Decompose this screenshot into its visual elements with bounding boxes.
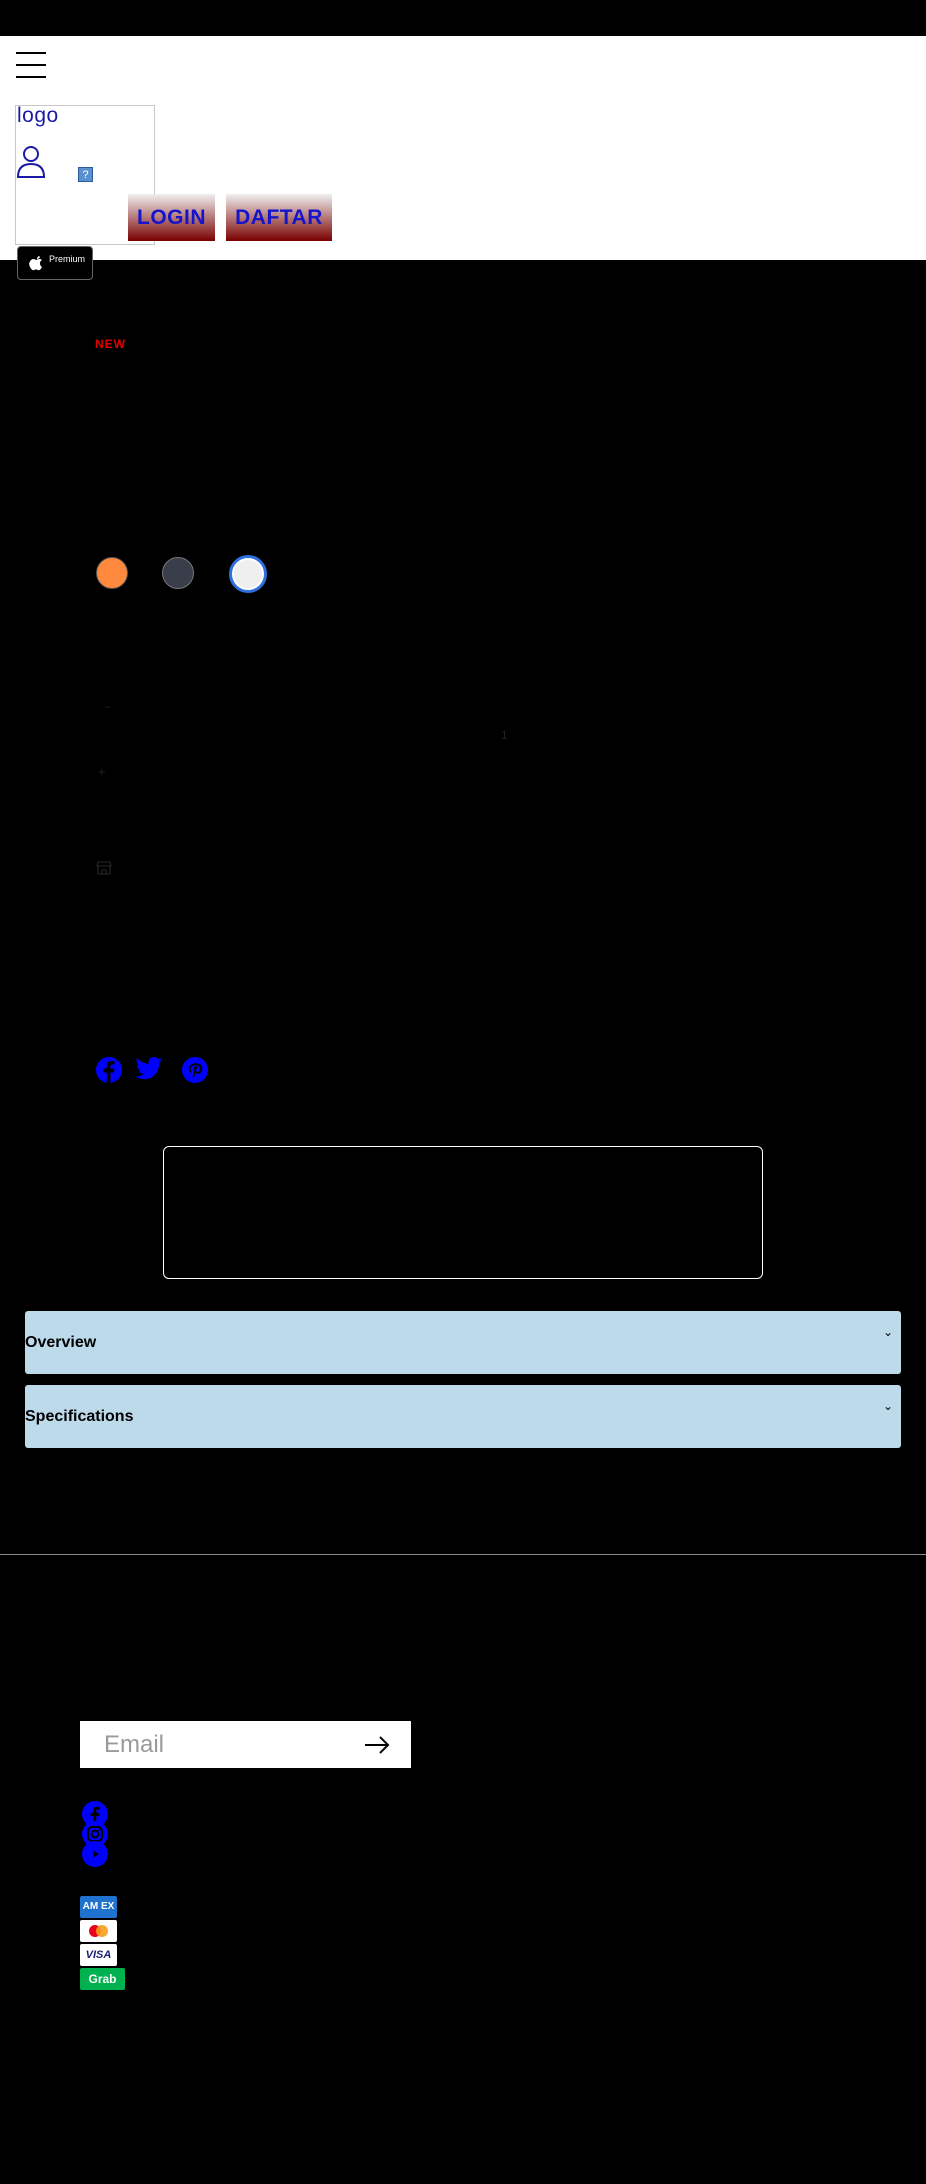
footer-divider (0, 1554, 926, 1555)
color-swatch-white-selected[interactable] (229, 555, 267, 593)
chevron-down-icon: ⌄ (882, 1399, 893, 1413)
register-button[interactable]: DAFTAR (226, 194, 332, 241)
broken-image-icon: ? (78, 167, 93, 182)
arrow-right-icon[interactable] (363, 1733, 391, 1757)
facebook-icon[interactable] (96, 1057, 122, 1088)
accordion-specifications[interactable] (25, 1385, 901, 1448)
mastercard-payment-icon (80, 1920, 117, 1942)
twitter-icon[interactable] (135, 1057, 163, 1086)
account-icon[interactable] (16, 145, 48, 184)
visa-payment-icon: VISA (80, 1944, 117, 1966)
amex-payment-icon: AM EX (80, 1896, 117, 1918)
quantity-decrease-button[interactable]: − (104, 700, 112, 714)
premium-badge[interactable] (17, 246, 93, 280)
color-swatch-dark-gray[interactable] (162, 557, 194, 589)
accordion-overview[interactable] (25, 1311, 901, 1374)
menu-icon[interactable] (16, 50, 46, 80)
color-swatch-orange[interactable] (96, 557, 128, 589)
store-icon (96, 860, 112, 881)
pinterest-icon[interactable] (182, 1057, 208, 1088)
logo[interactable]: logo (17, 104, 59, 127)
accordion-overview-label: Overview (25, 1334, 97, 1351)
new-badge: NEW (95, 337, 126, 351)
grab-payment-icon: Grab (80, 1968, 125, 1990)
quantity-increase-button[interactable]: + (98, 764, 106, 779)
email-field[interactable] (80, 1721, 360, 1768)
accordion-specifications-label: Specifications (25, 1408, 134, 1425)
chevron-down-icon: ⌄ (882, 1325, 893, 1339)
youtube-icon[interactable] (82, 1841, 108, 1867)
quantity-value[interactable]: 1 (501, 728, 508, 742)
apple-icon (28, 254, 44, 272)
newsletter-form (80, 1721, 411, 1768)
premium-badge-label: Premium (49, 254, 86, 264)
embedded-video-player[interactable] (163, 1146, 763, 1279)
login-button[interactable]: LOGIN (128, 194, 215, 241)
